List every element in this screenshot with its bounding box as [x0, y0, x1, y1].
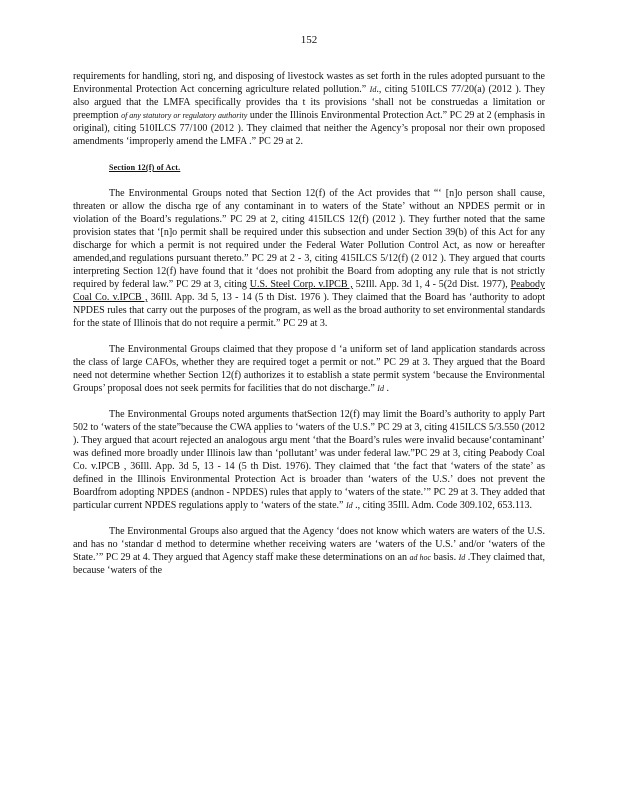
case-citation: Peabody Coal Co. v.IPCB , — [73, 279, 545, 303]
text-run: The Environmental Groups noted that Section 12(f) of the Act provides that “‘ [n]o person shall cause, threaten or allow the discha rge of any contaminant in to waters of the State’ without an NPDES permit or in violation of the Board’s regulations.” PC 29 at 2, citing 415ILCS 12(f) (2012 ). They further noted that the same provision states that ‘[n]o permit shall be required under this subsection and under Section 39(b) of this Act for any discharge for which a permit is not required under the Federal Water Pollution Control Act, as now or hereafter amended,and regulations pursuant thereto.” PC 29 at 2 - 3, citing 415ILCS 5/12(f) (2 012 ). They argued that courts interpreting Section 12(f) have found that it ‘does not prohibit the Board from adopting any rule that is not strictly required by federal law.” PC 29 at 3, citing — [73, 188, 545, 290]
text-run: 52Ill. App. 3d 1, 4 - 5(2d Dist. 1977), — [352, 279, 511, 290]
paragraph-continuation — [73, 70, 545, 148]
paragraph-waters-of-state — [73, 408, 545, 512]
document-body — [73, 70, 545, 577]
text-run: requirements for handling, stori ng, and disposing of livestock wastes as set forth in the rules adopted pursuant to the Environmental Protection Act concerning agriculture related pollution.” — [73, 71, 545, 95]
paragraph-section-12f — [73, 187, 545, 330]
section-heading: Section 12(f) of Act. — [109, 163, 181, 172]
text-run: The Environmental Groups claimed that they propose d ‘a uniform set of land application standards across the class of large CAFOs, whether they are required toget a permit or not.” PC 29 at 3. They argued that the Board need not determine whether Section 12(f) authorizes it to establish a state permit system ‘because the Environmental Groups’ proposal does not seek permits for facilities that do not discharge.” — [73, 344, 545, 394]
text-run: The Environmental Groups also argued that the Agency ‘does not know which waters are waters of the U.S. and has no ‘standar d method to determine whether receiving waters are ‘waters of the U.S.’ and/or ‘waters of the State.’” PC 29 at 4. They argued that Agency staff make these determinations on an — [73, 526, 545, 563]
text-run: The Environmental Groups noted arguments thatSection 12(f) may limit the Board’s authority to apply Part 502 to ‘waters of the state”because the CWA applies to ‘waters of the U.S.” PC 29 at 3, citing 415ILCS 5/3.550 (2012 ). They argued that acourt rejected an analogous argu ment ‘that the Board’s rules were invalid because‘contaminant’ was defined more broadly under Illinois law than ‘pollutant’ was under federal law.”PC 29 at 3, citing Peabody Coal Co. v.IPCB , 36Ill. App. 3d 5, 13 - 14 (5 th Dist. 1976). They claimed that ‘the fact that ‘waters of the state’ as defined in the Illinois Environmental Protection Act is broader than ‘waters of the U.S.’ does not prevent the Boardfrom adopting NPDES (andnon - NPDES) rules that apply to ‘waters of the state.’” PC 29 at 3. They added that particular current NPDES regulations apply to ‘waters of the state.” — [73, 409, 545, 511]
text-run: basis. — [431, 552, 459, 563]
italic-run: Id — [458, 553, 466, 562]
text-run: . — [383, 383, 389, 394]
italic-run: ad hoc — [409, 553, 432, 562]
text-run: 36Ill. App. 3d 5, 13 - 14 (5 th Dist. 1976 ). They claimed that the Board has ‘authority to adopt NPDES rules that carry out the purposes of the program, as well as the broad authority to set environmental standards for the state of Illinois that do not require a permit.” PC 29 at 3. — [73, 292, 546, 329]
paragraph-agency-waters — [73, 525, 545, 577]
italic-run: of any statutory or regulatory authority — [121, 111, 248, 120]
italic-run: Id — [369, 85, 377, 94]
case-citation: U.S. Steel Corp. v.IPCB , — [249, 279, 353, 290]
italic-run: Id — [377, 384, 384, 393]
text-run: under the Illinois Environmental Protection Act.” PC 29 at 2 (emphasis in original), citing 510ILCS 77/100 (2012 ). They claimed that neither the Agency’s proposal nor their own proposed amendments ‘improperly amend the LMFA .” PC 29 at 2. — [73, 110, 546, 147]
text-run: ., citing 510ILCS 77/20(a) (2012 ). They also argued that the LMFA specifically provides tha t its provisions ‘shall not be construedas a limitation or preemption — [73, 84, 545, 121]
page-number: 152 — [300, 34, 318, 46]
italic-run: Id — [345, 501, 353, 510]
text-run: .They claimed that, because ‘waters of the — [73, 552, 545, 576]
text-run: ., citing 35Ill. Adm. Code 309.102, 653.113. — [352, 500, 532, 511]
paragraph-uniform-standards — [73, 343, 545, 395]
